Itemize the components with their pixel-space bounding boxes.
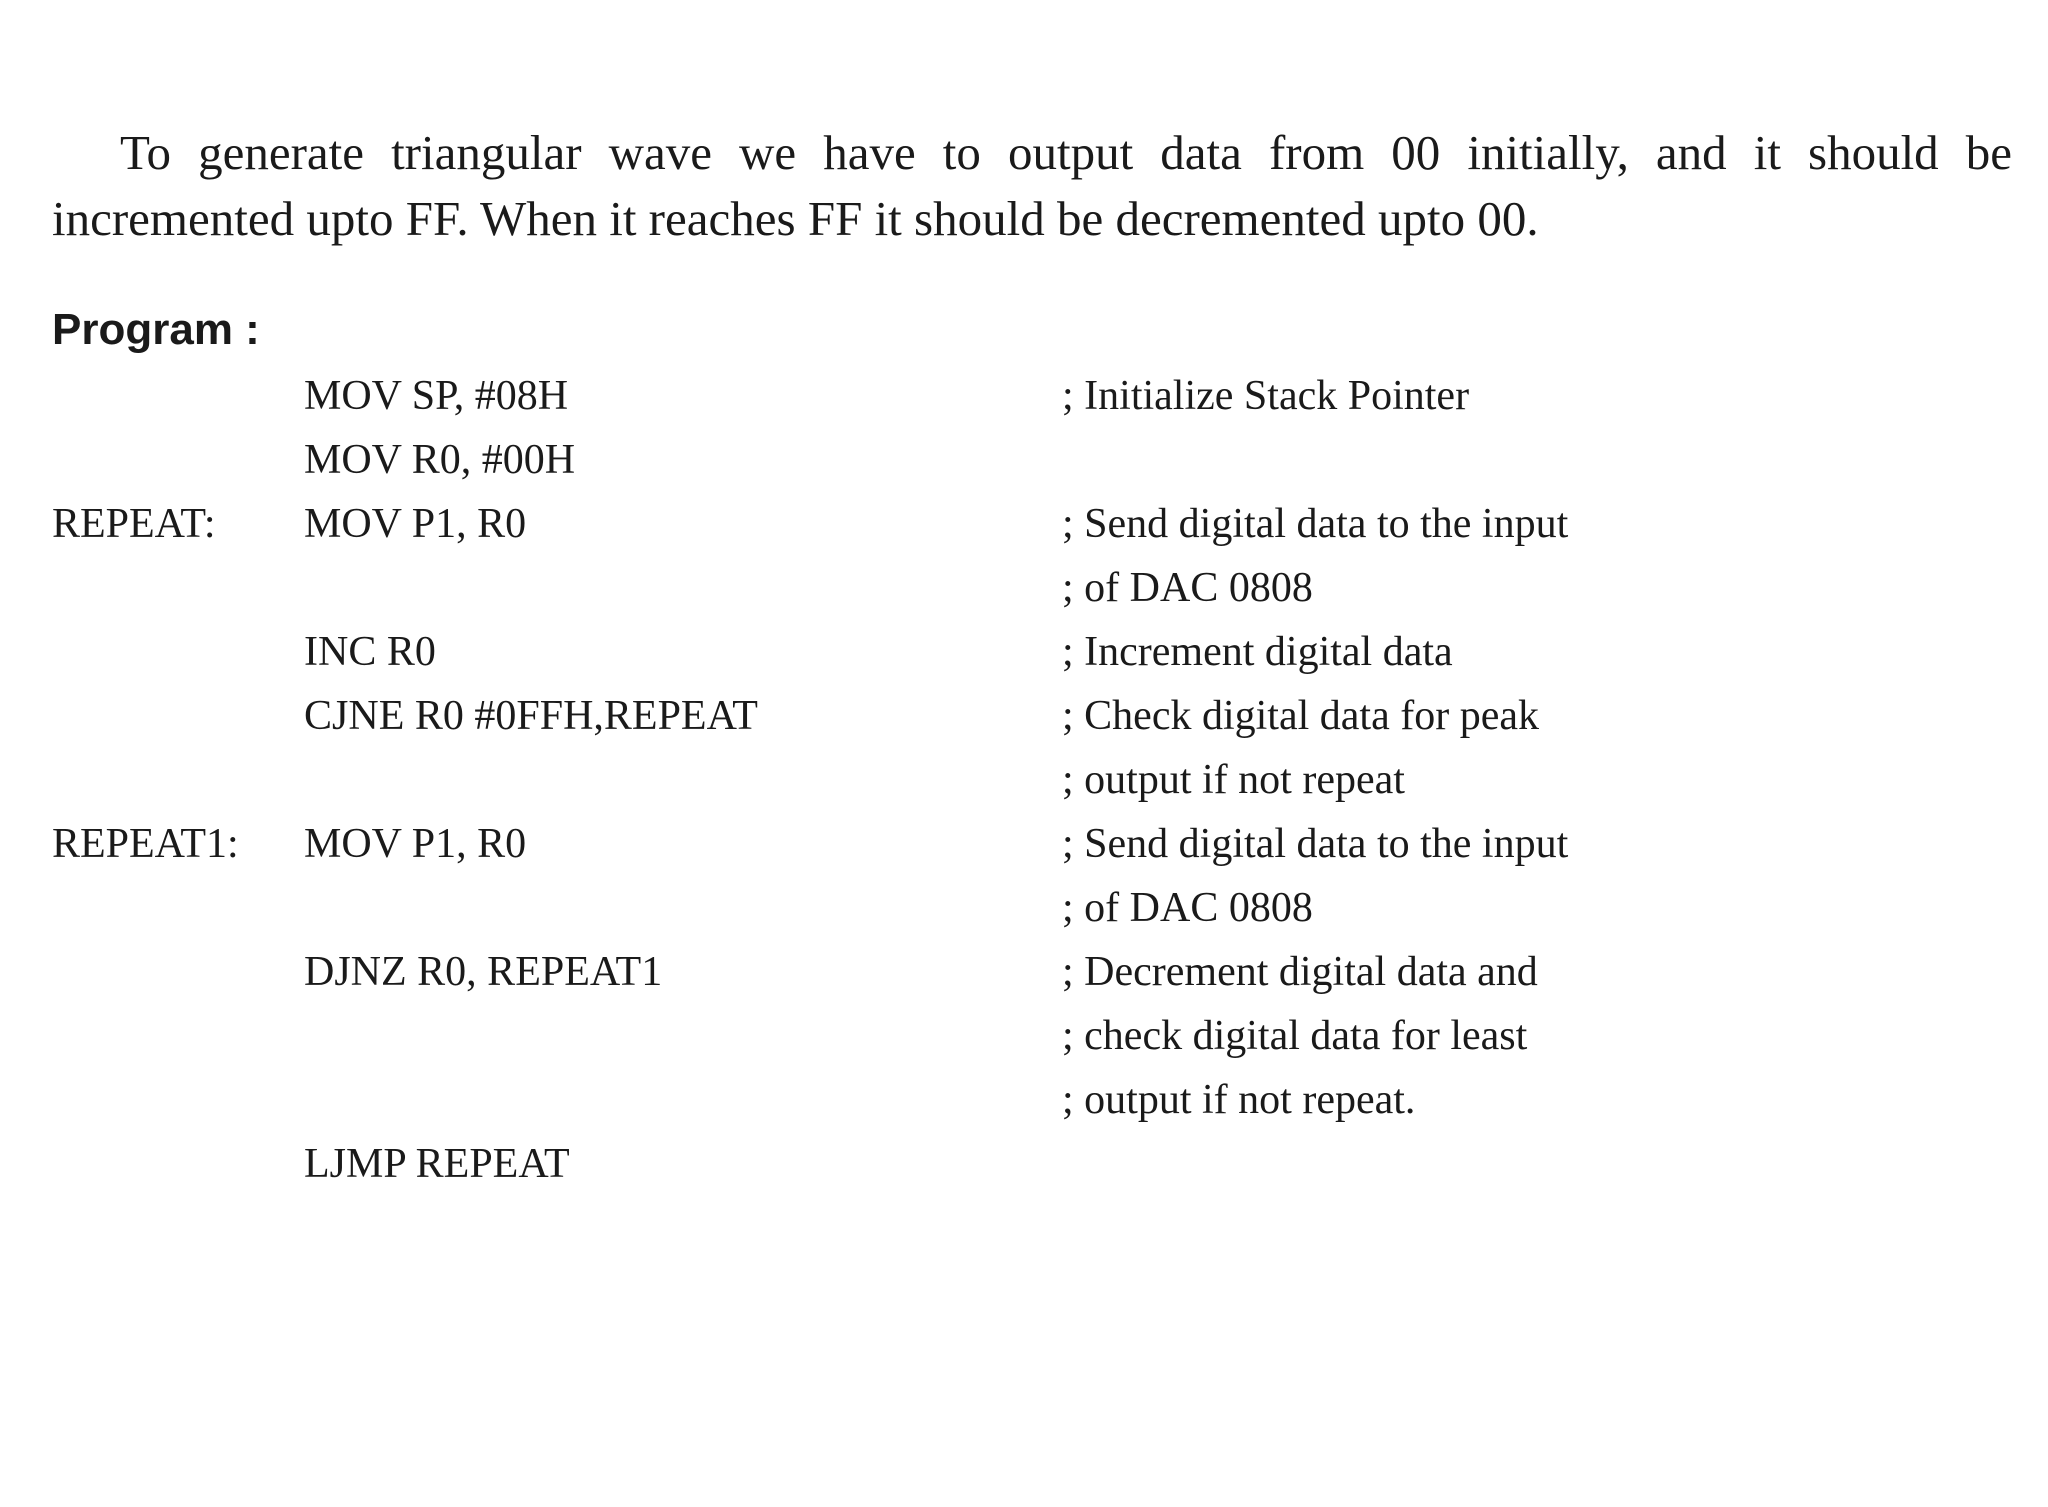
code-line: [52, 1004, 2012, 1068]
code-comment: ; Increment digital data: [1062, 629, 1453, 675]
code-instruction: MOV R0, #00H: [304, 437, 576, 483]
code-instruction: MOV P1, R0: [304, 501, 527, 547]
code-line: [52, 684, 2012, 748]
code-line: [52, 556, 2012, 620]
intro-paragraph: To generate triangular wave we have to output data from 00 initially, and it should be incremented upto FF. When it reaches FF it should be decremented upto 00.: [52, 125, 2012, 246]
code-instruction: DJNZ R0, REPEAT1: [304, 949, 663, 995]
code-line: [52, 620, 2012, 684]
code-line: [52, 364, 2012, 428]
program-listing: [52, 364, 2012, 1196]
code-line: [52, 428, 2012, 492]
code-label: REPEAT:: [52, 501, 216, 547]
code-line: [52, 812, 2012, 876]
code-instruction: CJNE R0 #0FFH,REPEAT: [304, 693, 758, 739]
code-instruction: INC R0: [304, 629, 436, 675]
program-heading: Program :: [52, 305, 260, 354]
code-instruction: LJMP REPEAT: [304, 1141, 570, 1187]
code-instruction: MOV P1, R0: [304, 821, 527, 867]
code-instruction: MOV SP, #08H: [304, 373, 569, 419]
code-comment: ; Initialize Stack Pointer: [1062, 373, 1470, 419]
code-comment: ; output if not repeat.: [1062, 1077, 1416, 1123]
code-comment: ; of DAC 0808: [1062, 885, 1313, 931]
code-line: [52, 1132, 2012, 1196]
code-comment: ; of DAC 0808: [1062, 565, 1313, 611]
code-comment: ; Send digital data to the input: [1062, 501, 1569, 547]
code-comment: ; output if not repeat: [1062, 757, 1405, 803]
code-comment: ; Check digital data for peak: [1062, 693, 1539, 739]
code-line: [52, 492, 2012, 556]
code-line: [52, 876, 2012, 940]
code-comment: ; Send digital data to the input: [1062, 821, 1569, 867]
code-comment: ; Decrement digital data and: [1062, 949, 1538, 995]
code-line: [52, 748, 2012, 812]
code-line: [52, 1068, 2012, 1132]
code-line: [52, 940, 2012, 1004]
code-label: REPEAT1:: [52, 821, 239, 867]
code-comment: ; check digital data for least: [1062, 1013, 1528, 1059]
